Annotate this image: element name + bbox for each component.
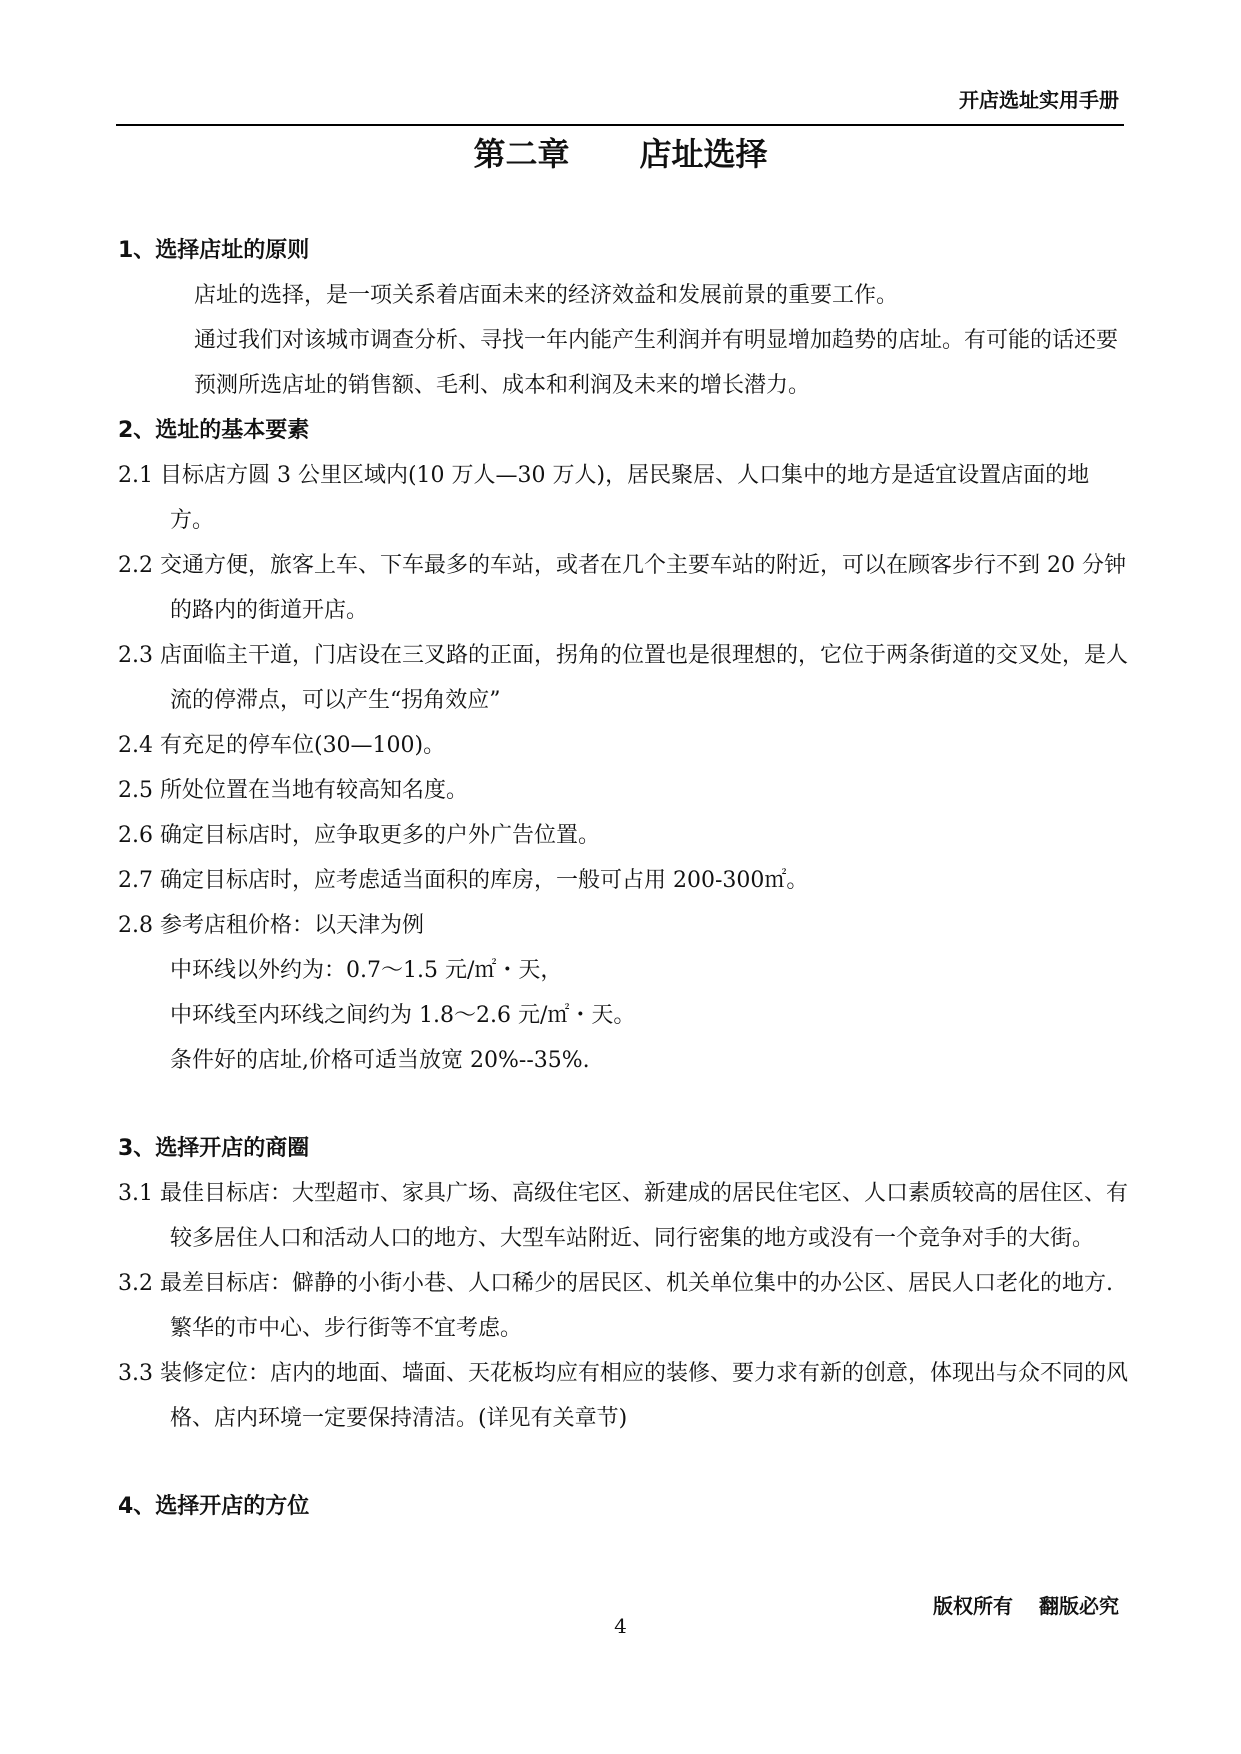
rent-line: 中环线以外约为：0.7～1.5 元/㎡・天， xyxy=(170,958,563,983)
running-header: 开店选址实用手册 xyxy=(959,88,1119,112)
section-2-heading: 2、选址的基本要素 xyxy=(118,418,310,443)
copyright-notice: 版权所有 翻版必究 xyxy=(933,1594,1119,1618)
list-item: 3.1 最佳目标店：大型超市、家具广场、高级住宅区、新建成的居民住宅区、人口素质较高的居住区、有较多居住人口和活动人口的地方、大型车站附近、同行密集的地方或没有一个竞争对手的大街。 xyxy=(118,1181,1128,1251)
header-divider xyxy=(116,124,1124,126)
list-item: 3.3 装修定位：店内的地面、墙面、天花板均应有相应的装修、要力求有新的创意，体现出与众不同的风格、店内环境一定要保持清洁。(详见有关章节) xyxy=(118,1361,1128,1431)
list-item: 2.1 目标店方圆 3 公里区域内(10 万人—30 万人)，居民聚居、人口集中的地方是适宜设置店面的地方。 xyxy=(118,463,1090,533)
list-item: 2.7 确定目标店时，应考虑适当面积的库房，一般可占用 200-300㎡。 xyxy=(118,868,809,893)
list-item: 2.3 店面临主干道，门店设在三叉路的正面，拐角的位置也是很理想的，它位于两条街道的交叉处，是人流的停滞点，可以产生“拐角效应” xyxy=(118,643,1128,713)
list-item: 2.4 有充足的停车位(30—100)。 xyxy=(118,733,446,758)
chapter-title: 店址选择 xyxy=(639,135,768,173)
list-item: 3.2 最差目标店：僻静的小街小巷、人口稀少的居民区、机关单位集中的办公区、居民人口老化的地方.繁华的市中心、步行街等不宜考虑。 xyxy=(118,1271,1113,1341)
chapter-heading xyxy=(0,129,1241,175)
rent-line: 条件好的店址,价格可适当放宽 20%--35%. xyxy=(170,1048,590,1073)
section-1-paragraph: 店址的选择，是一项关系着店面未来的经济效益和发展前景的重要工作。 xyxy=(194,283,899,308)
list-item: 2.8 参考店租价格：以天津为例 xyxy=(118,913,424,938)
list-item: 2.5 所处位置在当地有较高知名度。 xyxy=(118,778,468,803)
section-3-heading: 3、选择开店的商圈 xyxy=(118,1136,310,1161)
document-body xyxy=(118,228,1128,1529)
chapter-number: 第二章 xyxy=(473,135,570,173)
section-1-paragraph: 通过我们对该城市调查分析、寻找一年内能产生利润并有明显增加趋势的店址。有可能的话还要预测所选店址的销售额、毛利、成本和利润及未来的增长潜力。 xyxy=(194,328,1119,398)
page-number: 4 xyxy=(614,1614,627,1638)
list-item: 2.6 确定目标店时，应争取更多的户外广告位置。 xyxy=(118,823,600,848)
section-4-heading: 4、选择开店的方位 xyxy=(118,1494,310,1519)
rent-line: 中环线至内环线之间约为 1.8～2.6 元/㎡・天。 xyxy=(170,1003,636,1028)
list-item: 2.2 交通方便，旅客上车、下车最多的车站，或者在几个主要车站的附近，可以在顾客步行不到 20 分钟的路内的街道开店。 xyxy=(118,553,1126,623)
section-1-heading: 1、选择店址的原则 xyxy=(118,238,310,263)
